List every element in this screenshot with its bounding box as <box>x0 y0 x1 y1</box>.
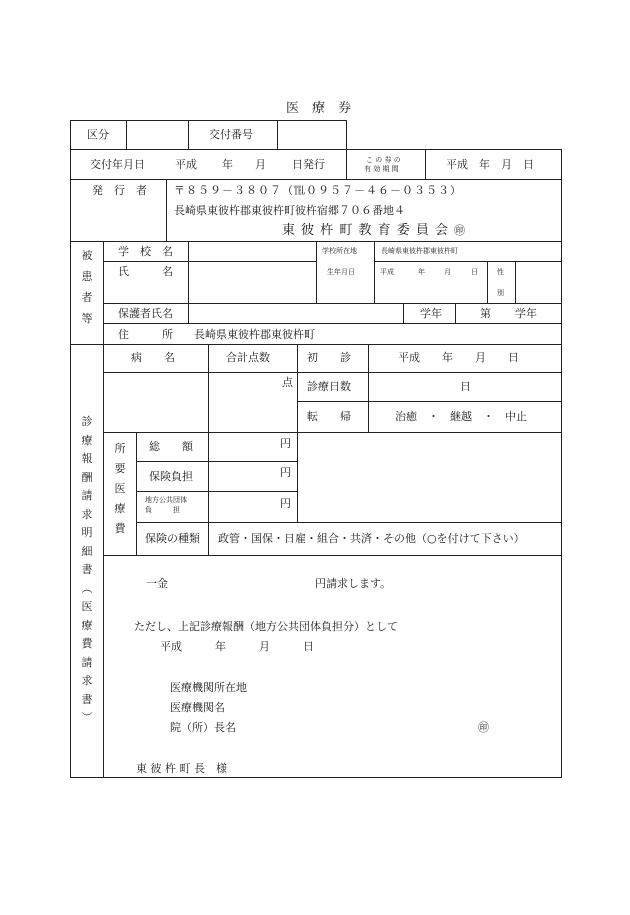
issuer-postal-tel: 〒８５９－３８０７（℡０９５７－４６－０３５３） <box>174 184 462 197</box>
guardian-field[interactable] <box>190 305 401 321</box>
disease-field[interactable] <box>105 374 206 430</box>
issuer-name: 東 彼 杵 町 教 育 委 員 会 <box>282 223 450 238</box>
insurance-share-label: 保険負担 <box>149 470 193 483</box>
director-label: 院（所）長名 <box>170 721 236 734</box>
claim-date: 平成 年 月 日 <box>160 640 314 653</box>
school-location-value: 長崎県東彼杵郡東彼杵町 <box>381 247 458 255</box>
total-amount-yen: 円 <box>280 437 291 450</box>
institution-name-label: 医療機関名 <box>170 701 225 714</box>
validity-date: 平成 年 月 日 <box>446 158 534 171</box>
birth-era: 平成 <box>380 268 394 276</box>
first-visit-label: 初 診 <box>307 351 351 364</box>
class-gakunen: 学年 <box>515 307 537 320</box>
kubun-field[interactable] <box>128 122 186 147</box>
sex-label-2: 別 <box>497 289 504 297</box>
sex-label-1: 性 <box>497 268 504 276</box>
disease-label: 病 名 <box>131 351 175 364</box>
issue-era: 平成 <box>175 158 197 171</box>
class-dai: 第 <box>480 307 491 320</box>
insurance-type-label: 保険の種類 <box>145 532 200 545</box>
issue-number-field[interactable] <box>279 122 345 147</box>
mayor-addressee: 東 彼 杵 町 長 様 <box>136 762 227 775</box>
school-name-field[interactable] <box>190 243 314 260</box>
grade-label: 学年 <box>420 307 442 320</box>
public-share-yen: 円 <box>280 497 291 510</box>
public-share-label-1: 地方公共団体 <box>145 496 187 504</box>
birth-year: 年 <box>418 268 425 276</box>
patient-vertical-label: 被 患 者 等 <box>81 249 93 325</box>
issue-year: 年 <box>222 158 233 171</box>
details-vertical-label: 診 療 報 酬 請 求 明 細 書 ︵ 医 療 費 請 求 書 ︶ <box>81 415 93 724</box>
treatment-days-unit: 日 <box>460 380 471 393</box>
patient-name-field[interactable] <box>190 263 314 301</box>
school-name-label: 学 校 名 <box>118 245 173 258</box>
issuer-address: 長崎県東彼杵郡東彼杵町彼杵宿郷７０６番地４ <box>174 204 405 217</box>
insurance-type-options[interactable]: 政管・国保・日雇・組合・共済・その他（○を付けて下さい） <box>218 532 525 545</box>
issue-day: 日発行 <box>292 158 325 171</box>
issue-month: 月 <box>255 158 266 171</box>
points-total-label: 合計点数 <box>226 351 270 364</box>
institution-address-label: 医療機関所在地 <box>170 681 247 694</box>
outcome-label: 転 帰 <box>307 410 351 423</box>
validity-label-line1: こ の 券 の <box>366 156 401 164</box>
school-location-label: 学校所在地 <box>322 247 357 255</box>
address-value: 長崎県東彼杵郡東彼杵町 <box>194 328 315 341</box>
director-seal: ㊞ <box>478 721 489 734</box>
total-amount-label: 総 額 <box>149 440 193 453</box>
birth-date-label: 生年月日 <box>327 268 355 276</box>
issue-number-label: 交付番号 <box>209 128 253 141</box>
guardian-label: 保護者氏名 <box>118 307 173 320</box>
cost-vertical-label: 所 要 医 療 費 <box>114 442 126 535</box>
address-label: 住 所 <box>118 328 173 341</box>
issuer-label: 発 行 者 <box>92 184 147 197</box>
form-title: 医 療 券 <box>286 101 352 116</box>
kubun-label: 区分 <box>87 128 109 141</box>
claim-yen-text: 円請求します。 <box>315 577 392 590</box>
issue-date-label: 交付年月日 <box>90 158 145 171</box>
ichikin-label: 一金 <box>146 577 168 590</box>
treatment-days-label: 診療日数 <box>307 380 351 393</box>
amount-field[interactable] <box>178 574 310 592</box>
outcome-options[interactable]: 治癒 ・ 継越 ・ 中止 <box>395 410 527 423</box>
patient-name-label: 氏 名 <box>118 265 173 278</box>
birth-day: 日 <box>471 268 478 276</box>
issuer-seal: ㊞ <box>454 224 465 237</box>
first-visit-date: 平成 年 月 日 <box>398 351 519 364</box>
birth-month: 月 <box>444 268 451 276</box>
provided-text: ただし、上記診療報酬（地方公共団体負担分）として <box>134 620 398 633</box>
insurance-share-yen: 円 <box>280 466 291 479</box>
validity-label-line2: 有 効 期 間 <box>364 165 399 173</box>
public-share-label-2: 負 担 <box>145 506 180 514</box>
points-unit: 点 <box>282 376 293 389</box>
